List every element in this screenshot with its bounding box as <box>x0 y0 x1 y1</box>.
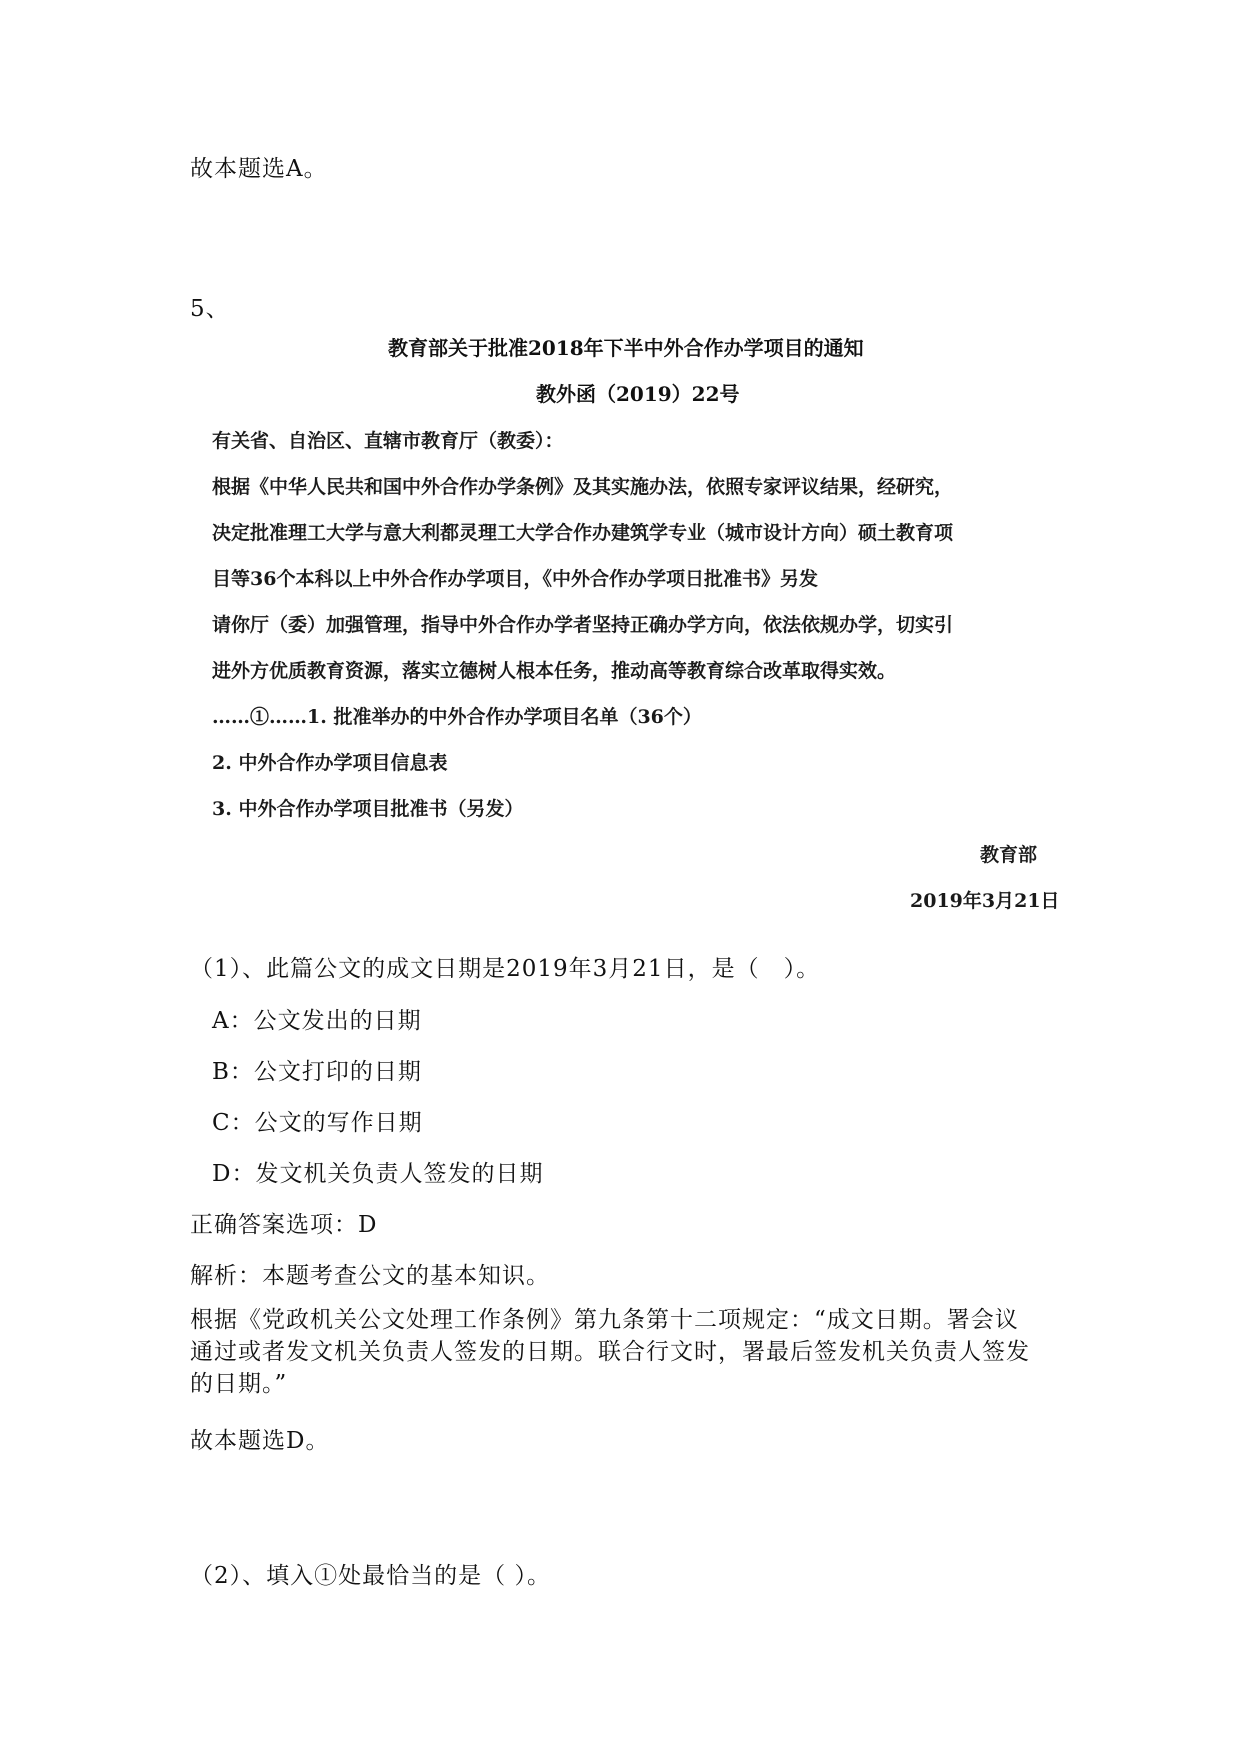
explanation: 根据《党政机关公文处理工作条例》第九条第十二项规定：“成文日期。署会议通过或者发文机关负责人签发的日期。联合行文时，署最后签发机关负责人签发的日期。” <box>190 1307 1030 1397</box>
analysis: 解析：本题考查公文的基本知识。 <box>190 1263 550 1289</box>
notice-title: 教育部关于批准2018年下半中外合作办学项目的通知 <box>388 336 864 360</box>
notice-attachment: 2. 中外合作办学项目信息表 <box>212 752 448 774</box>
question-2-stem: （2）、填入①处最恰当的是（ ）。 <box>190 1563 551 1589</box>
notice-image <box>190 318 1060 928</box>
correct-answer: 正确答案选项：D <box>190 1212 378 1238</box>
notice-body-line: 根据《中华人民共和国中外合作办学条例》及其实施办法，依照专家评议结果，经研究， <box>212 476 954 498</box>
notice-attachment: ……①……1. 批准举办的中外合作办学项目名单（36个） <box>212 706 702 728</box>
conclusion: 故本题选D。 <box>190 1428 330 1454</box>
option-b: B：公文打印的日期 <box>212 1059 422 1085</box>
notice-attachment: 3. 中外合作办学项目批准书（另发） <box>212 798 524 820</box>
option-c: C：公文的写作日期 <box>212 1110 423 1136</box>
notice-body-line: 进外方优质教育资源，落实立德树人根本任务，推动高等教育综合改革取得实效。 <box>212 660 897 682</box>
notice-doc-number: 教外函（2019）22号 <box>536 382 740 406</box>
notice-date: 2019年3月21日 <box>910 890 1060 912</box>
option-d: D：发文机关负责人签发的日期 <box>212 1161 544 1187</box>
option-a: A：公文发出的日期 <box>212 1008 422 1034</box>
notice-body-line: 决定批准理工大学与意大利都灵理工大学合作办建筑学专业（城市设计方向）硕土教育项 <box>212 522 954 544</box>
question-1-stem: （1）、此篇公文的成文日期是2019年3月21日，是（ ）。 <box>190 956 821 982</box>
previous-answer: 故本题选A。 <box>190 156 328 182</box>
notice-body-line: 目等36个本科以上中外合作办学项目，《中外合作办学项日批准书》另发 <box>212 568 818 590</box>
notice-salutation: 有关省、自治区、直辖市教育厅（教委）： <box>212 430 564 452</box>
question-number: 5、 <box>190 296 230 322</box>
notice-signature: 教育部 <box>980 844 1038 866</box>
notice-body-line: 请你厅（委）加强管理，指导中外合作办学者坚持正确办学方向，依法依规办学，切实引 <box>212 614 954 636</box>
